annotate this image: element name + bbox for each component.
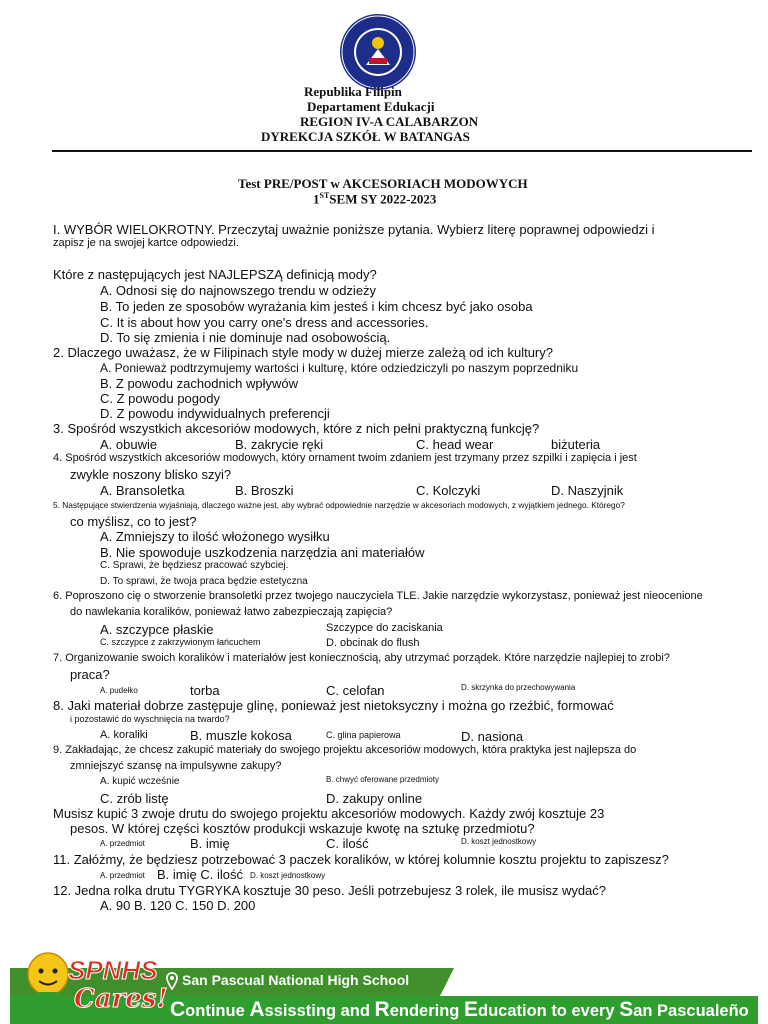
- q8-stem-line2: i pozostawić do wyschnięcia na twardo?: [70, 714, 230, 724]
- q12-stem: 12. Jedna rolka drutu TYGRYKA kosztuje 30 peso. Jeśli potrzebujesz 3 rolek, ile musisz wydać?: [53, 883, 607, 898]
- q2-option-b: B. Z powodu zachodnich wpływów: [100, 376, 298, 391]
- test-title: Test PRE/POST w AKCESORIACH MODOWYCH: [238, 176, 528, 191]
- q7-stem-line2: praca?: [70, 667, 110, 682]
- q5-option-b: B. Nie spowoduje uszkodzenia narzędzia ani materiałów: [100, 545, 425, 560]
- q7-option-c: C. celofan: [326, 683, 385, 698]
- q8-stem-line1: 8. Jaki materiał dobrze zastępuje glinę, ponieważ jest nietoksyczny i można go rzeźbić, formować: [53, 698, 614, 713]
- logo-spnhs: SPNHS: [68, 955, 158, 985]
- header-region: REGION IV-A CALABARZON: [300, 114, 479, 129]
- q4-option-a: A. Bransoletka: [100, 483, 185, 498]
- q1-stem: Które z następujących jest NAJLEPSZĄ definicją mody?: [53, 267, 377, 282]
- q2-stem: 2. Dlaczego uważasz, że w Filipinach style mody w dużej mierze zależą od ich kultury?: [53, 345, 553, 360]
- logo-cares: Cares!: [74, 984, 168, 1014]
- q5-stem-line2: co myślisz, co to jest?: [70, 514, 197, 529]
- q9-stem-line1: 9. Zakładając, że chcesz zakupić materiały do swojego projektu akcesoriów modowych, która praktyka jest najlepsza do: [53, 744, 637, 756]
- q5-option-c: C. Sprawi, że będziesz pracować szybciej.: [100, 560, 289, 571]
- q10-option-a: A. przedmiot: [100, 839, 145, 848]
- q4-option-c: C. Kolczyki: [416, 483, 481, 498]
- q3-option-d: biżuteria: [551, 437, 601, 452]
- q7-stem-line1: 7. Organizowanie swoich koralików i materiałów jest koniecznością, aby utrzymać porządek. Które narzędzie najlepiej to zrobi?: [53, 652, 670, 664]
- mascot-icon: [22, 950, 74, 1012]
- q8-option-c: C. glina papierowa: [326, 730, 401, 740]
- q9-option-a: A. kupić wcześnie: [100, 776, 180, 787]
- q9-option-c: C. zrób listę: [100, 791, 169, 806]
- q8-option-d: D. nasiona: [461, 729, 524, 744]
- q3-option-a: A. obuwie: [100, 437, 158, 452]
- q7-option-b: torba: [190, 683, 220, 698]
- q6-option-d: D. obcinak do flush: [326, 637, 420, 649]
- q9-option-d: D. zakupy online: [326, 791, 423, 806]
- q5-option-a: A. Zmniejszy to ilość włożonego wysiłku: [100, 529, 330, 544]
- q12-options: A. 90 B. 120 C. 150 D. 200: [100, 898, 256, 913]
- q8-option-a: A. koraliki: [100, 729, 148, 741]
- q4-stem-line2: zwykle noszony blisko szyi?: [70, 467, 232, 482]
- q11-option-d: D. koszt jednostkowy: [250, 871, 326, 880]
- q3-stem: 3. Spośród wszystkich akcesoriów modowych, które z nich pełni praktyczną funkcję?: [53, 421, 540, 436]
- header-divider: [52, 150, 752, 152]
- q6-stem-line1: 6. Poproszono cię o stworzenie bransoletki przez twojego nauczyciela TLE. Jakie narzędzie wykorzystasz, ponieważ jest nieocenione: [53, 590, 703, 602]
- q7-option-a: A. pudełko: [100, 686, 138, 695]
- header-division: DYREKCJA SZKÓŁ W BATANGAS: [261, 129, 470, 144]
- q6-option-b: Szczypce do zaciskania: [326, 622, 443, 634]
- q6-stem-line2: do nawlekania koralików, ponieważ łatwo zabezpieczają zapięcia?: [70, 606, 393, 618]
- q6-option-a: A. szczypce płaskie: [100, 622, 214, 637]
- q10-option-c: C. ilość: [326, 836, 369, 851]
- q2-option-c: C. Z powodu pogody: [100, 391, 220, 406]
- q4-option-b: B. Broszki: [235, 483, 294, 498]
- footer-tagline: Continue Assissting and Rendering Education to every San Pascualeño: [170, 998, 749, 1021]
- footer-band-tip: [440, 968, 454, 996]
- header-republic: Republika Filipin: [304, 84, 402, 99]
- instructions-line2: zapisz je na swojej kartce odpowiedzi.: [53, 237, 239, 249]
- q7-option-d: D. skrzynka do przechowywania: [461, 683, 576, 692]
- q6-option-c: C. szczypce z zakrzywionym łańcuchem: [100, 637, 261, 647]
- q11-option-bc: B. imię C. ilość: [157, 867, 243, 882]
- q3-option-b: B. zakrycie ręki: [235, 437, 324, 452]
- q2-option-d: D. Z powodu indywidualnych preferencji: [100, 406, 330, 421]
- header-department: Departament Edukacji: [307, 99, 435, 114]
- footer-school-name: San Pascual National High School: [182, 972, 410, 988]
- q3-option-c: C. head wear: [416, 437, 494, 452]
- q5-option-d: D. To sprawi, że twoja praca będzie estetyczna: [100, 576, 308, 587]
- q11-option-a: A. przedmiot: [100, 871, 145, 880]
- q4-option-d: D. Naszyjnik: [551, 483, 624, 498]
- q10-option-b: B. imię: [190, 836, 230, 851]
- q8-option-b: B. muszle kokosa: [190, 728, 292, 743]
- test-semester: 1STSEM SY 2022-2023: [313, 191, 437, 207]
- q10-option-d: D. koszt jednostkowy: [461, 837, 537, 846]
- q1-option-c: C. It is about how you carry one's dress and accessories.: [100, 315, 429, 330]
- q4-stem-line1: 4. Spośród wszystkich akcesoriów modowych, który ornament twoim zdaniem jest trzymany przez szpilki i zapięcia i jest: [53, 452, 637, 464]
- q9-stem-line2: zmniejszyć szansę na impulsywne zakupy?: [70, 760, 282, 772]
- q11-stem: 11. Załóżmy, że będziesz potrzebować 3 paczek koralików, w której kolumnie kosztu projektu to zapiszesz?: [53, 852, 669, 867]
- q9-option-b: B. chwyć oferowane przedmioty: [326, 775, 439, 784]
- deped-seal-icon: [339, 13, 417, 91]
- q10-stem-line2: pesos. W której części kosztów produkcji wskazuje kwotę na sztukę przedmiotu?: [70, 821, 535, 836]
- q10-stem-line1: Musisz kupić 3 zwoje drutu do swojego projektu akcesoriów modowych. Każdy zwój kosztuje 23: [53, 806, 605, 821]
- q1-option-a: A. Odnosi się do najnowszego trendu w odzieży: [100, 283, 377, 298]
- instructions-line1: I. WYBÓR WIELOKROTNY. Przeczytaj uważnie poniższe pytania. Wybierz literę poprawnej odpowiedzi i: [53, 222, 655, 237]
- q1-option-b: B. To jeden ze sposobów wyrażania kim jesteś i kim chcesz być jako osoba: [100, 299, 533, 314]
- q5-stem-line1: 5. Następujące stwierdzenia wyjaśniają, dlaczego ważne jest, aby wybrać odpowiednie narzędzie w akcesoriach modowych, z wyjątkiem jednego. Którego?: [53, 500, 625, 510]
- q1-option-d: D. To się zmienia i nie dominuje nad osobowością.: [100, 330, 391, 345]
- q2-option-a: A. Ponieważ podtrzymujemy wartości i kulturę, które odziedziczyli po naszym poprzedniku: [100, 361, 579, 375]
